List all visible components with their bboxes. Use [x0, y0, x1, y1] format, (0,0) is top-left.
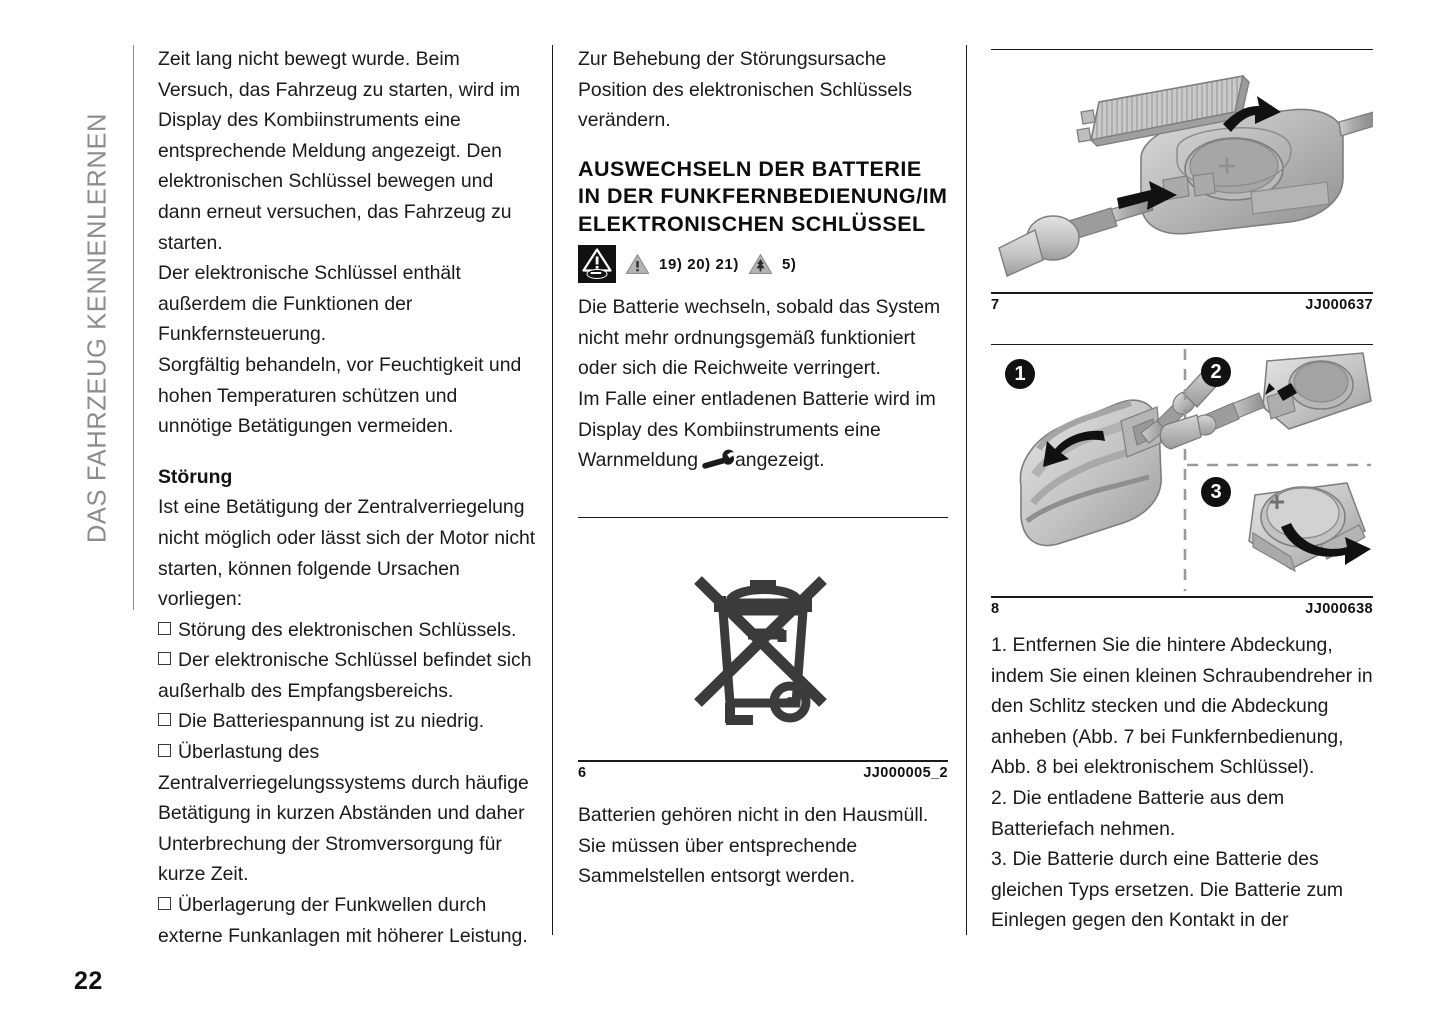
paragraph-with-wrench: [578, 384, 948, 479]
paragraph: Zeit lang nicht bewegt wurde. Beim Versuch, das Fahrzeug zu starten, wird im Display des Kombiinstruments eine entsprechende Meldung angezeigt. Den elektronischen Schlüssel bewegen und dann erneut versuchen, das Fahrzeug zu starten.: [158, 48, 521, 254]
figure-7-caption: [991, 294, 1373, 313]
paragraph-text-before-icon: Im Falle einer entladenen Batterie wird im Display des Kombiinstruments eine Warnmeldung: [578, 388, 936, 472]
paragraph: Batterien gehören nicht in den Hausmüll. Sie müssen über entsprechende Sammelstellen entsorgt werden.: [578, 804, 929, 888]
warning-triangle-gray-icon: [625, 253, 650, 275]
paragraph-text-after-icon: angezeigt.: [735, 449, 825, 472]
environment-reference-numbers: 5): [781, 255, 797, 273]
figure-7-canvas: [991, 50, 1373, 292]
text-column-middle-bottom: [578, 800, 948, 892]
square-bullet-icon: [158, 713, 171, 726]
square-bullet-icon: [158, 652, 171, 665]
subheading-stoerung: Störung: [158, 465, 233, 488]
paragraph: Zur Behebung der Störungsursache Position des elektronischen Schlüssels verändern.: [578, 48, 913, 132]
section-title: AUSWECHSELN DER BATTERIE IN DER FUNKFERNBEDIENUNG/IM ELEKTRONISCHEN SCHLÜSSEL: [578, 156, 948, 236]
list-item-label: Überlastung des Zentralverriegelungssystems durch häufige Betätigung in kurzen Abständen und daher Unterbrechung der Stromversorgung für kurze Zeit.: [158, 741, 529, 886]
sidebar-divider-rule: [133, 45, 134, 610]
crossed-out-wheelie-bin-icon: [578, 518, 948, 760]
coin-battery-icon: [587, 269, 608, 279]
figure-8-canvas: [991, 345, 1373, 596]
list-item: [158, 615, 536, 646]
step-paragraph: 2. Die entladene Batterie aus dem Batteriefach nehmen.: [991, 786, 1285, 840]
list-item: [158, 645, 536, 706]
figure-8-caption: [991, 598, 1373, 617]
text-column-left: [158, 44, 536, 951]
page-number: 22: [74, 967, 103, 995]
square-bullet-icon: [158, 744, 171, 757]
running-head-label: DAS FAHRZEUG KENNENLERNEN: [83, 112, 112, 543]
list-item: [158, 737, 536, 890]
column-divider-left: [552, 45, 553, 935]
list-item-label: Störung des elektronischen Schlüssels.: [178, 618, 517, 641]
figure-number: 7: [991, 296, 1000, 313]
square-bullet-icon: [158, 622, 171, 635]
figure-code: JJ000005_2: [863, 764, 948, 781]
paragraph: Die Batterie wechseln, sobald das System nicht mehr ordnungsgemäß funktioniert oder sich die Reichweite verringert.: [578, 296, 941, 380]
step-paragraph: 3. Die Batterie durch eine Batterie des gleichen Typs ersetzen. Die Batterie zum Einlegen gegen den Kontakt in der: [991, 848, 1344, 932]
warning-reference-numbers: 19) 20) 21): [659, 255, 739, 273]
environment-triangle-icon: [748, 253, 773, 275]
list-item-label: Die Batteriespannung ist zu niedrig.: [178, 710, 485, 733]
panel-number-3: 3: [1201, 477, 1231, 507]
list-item: [158, 706, 536, 737]
figure-code: JJ000638: [1305, 600, 1373, 617]
paragraph: Ist eine Betätigung der Zentralverriegelung nicht möglich oder lässt sich der Motor nicht starten, können folgende Ursachen vorliegen:: [158, 496, 536, 611]
figure-6-canvas: [578, 518, 948, 760]
cause-list: [158, 615, 536, 952]
figure-6-caption: [578, 762, 948, 781]
paragraph: Sorgfältig behandeln, vor Feuchtigkeit und hohen Temperaturen schützen und unnötige Betätigungen vermeiden.: [158, 353, 522, 438]
panel-number-2: 2: [1201, 357, 1231, 387]
paragraph: Der elektronische Schlüssel enthält außerdem die Funktionen der Funkfernsteuerung.: [158, 262, 461, 346]
square-bullet-icon: [158, 897, 171, 910]
column-divider-right: [966, 45, 967, 935]
text-column-middle: [578, 44, 948, 479]
figure-code: JJ000637: [1305, 296, 1373, 313]
figure-number: 8: [991, 600, 1000, 617]
running-head-sidebar: [62, 45, 134, 610]
list-item-label: Der elektronische Schlüssel befindet sich außerhalb des Empfangsbereichs.: [158, 649, 532, 702]
list-item-label: Überlagerung der Funkwellen durch externe Funkanlagen mit höherer Leistung.: [158, 894, 528, 947]
step-paragraph: 1. Entfernen Sie die hintere Abdeckung, indem Sie einen kleinen Schraubendreher in den Schlitz stecken und die Abdeckung anheben (Abb. 7 bei Funkfernbedienung, Abb. 8 bei elektronischem Schlüssel).: [991, 634, 1373, 779]
figure-7: [991, 49, 1373, 313]
figure-number: 6: [578, 764, 587, 781]
electronic-key-battery-replacement-illustration: [991, 345, 1373, 596]
battery-warning-symbol-icon: [578, 245, 616, 283]
remote-key-cover-removal-illustration: [991, 50, 1373, 292]
figure-8: [991, 344, 1373, 617]
warning-reference-row: [578, 245, 948, 283]
figure-6: [578, 517, 948, 781]
wrench-icon: [701, 448, 735, 479]
panel-number-1: 1: [1005, 359, 1035, 389]
text-column-right: [991, 630, 1373, 936]
list-item: [158, 890, 536, 951]
